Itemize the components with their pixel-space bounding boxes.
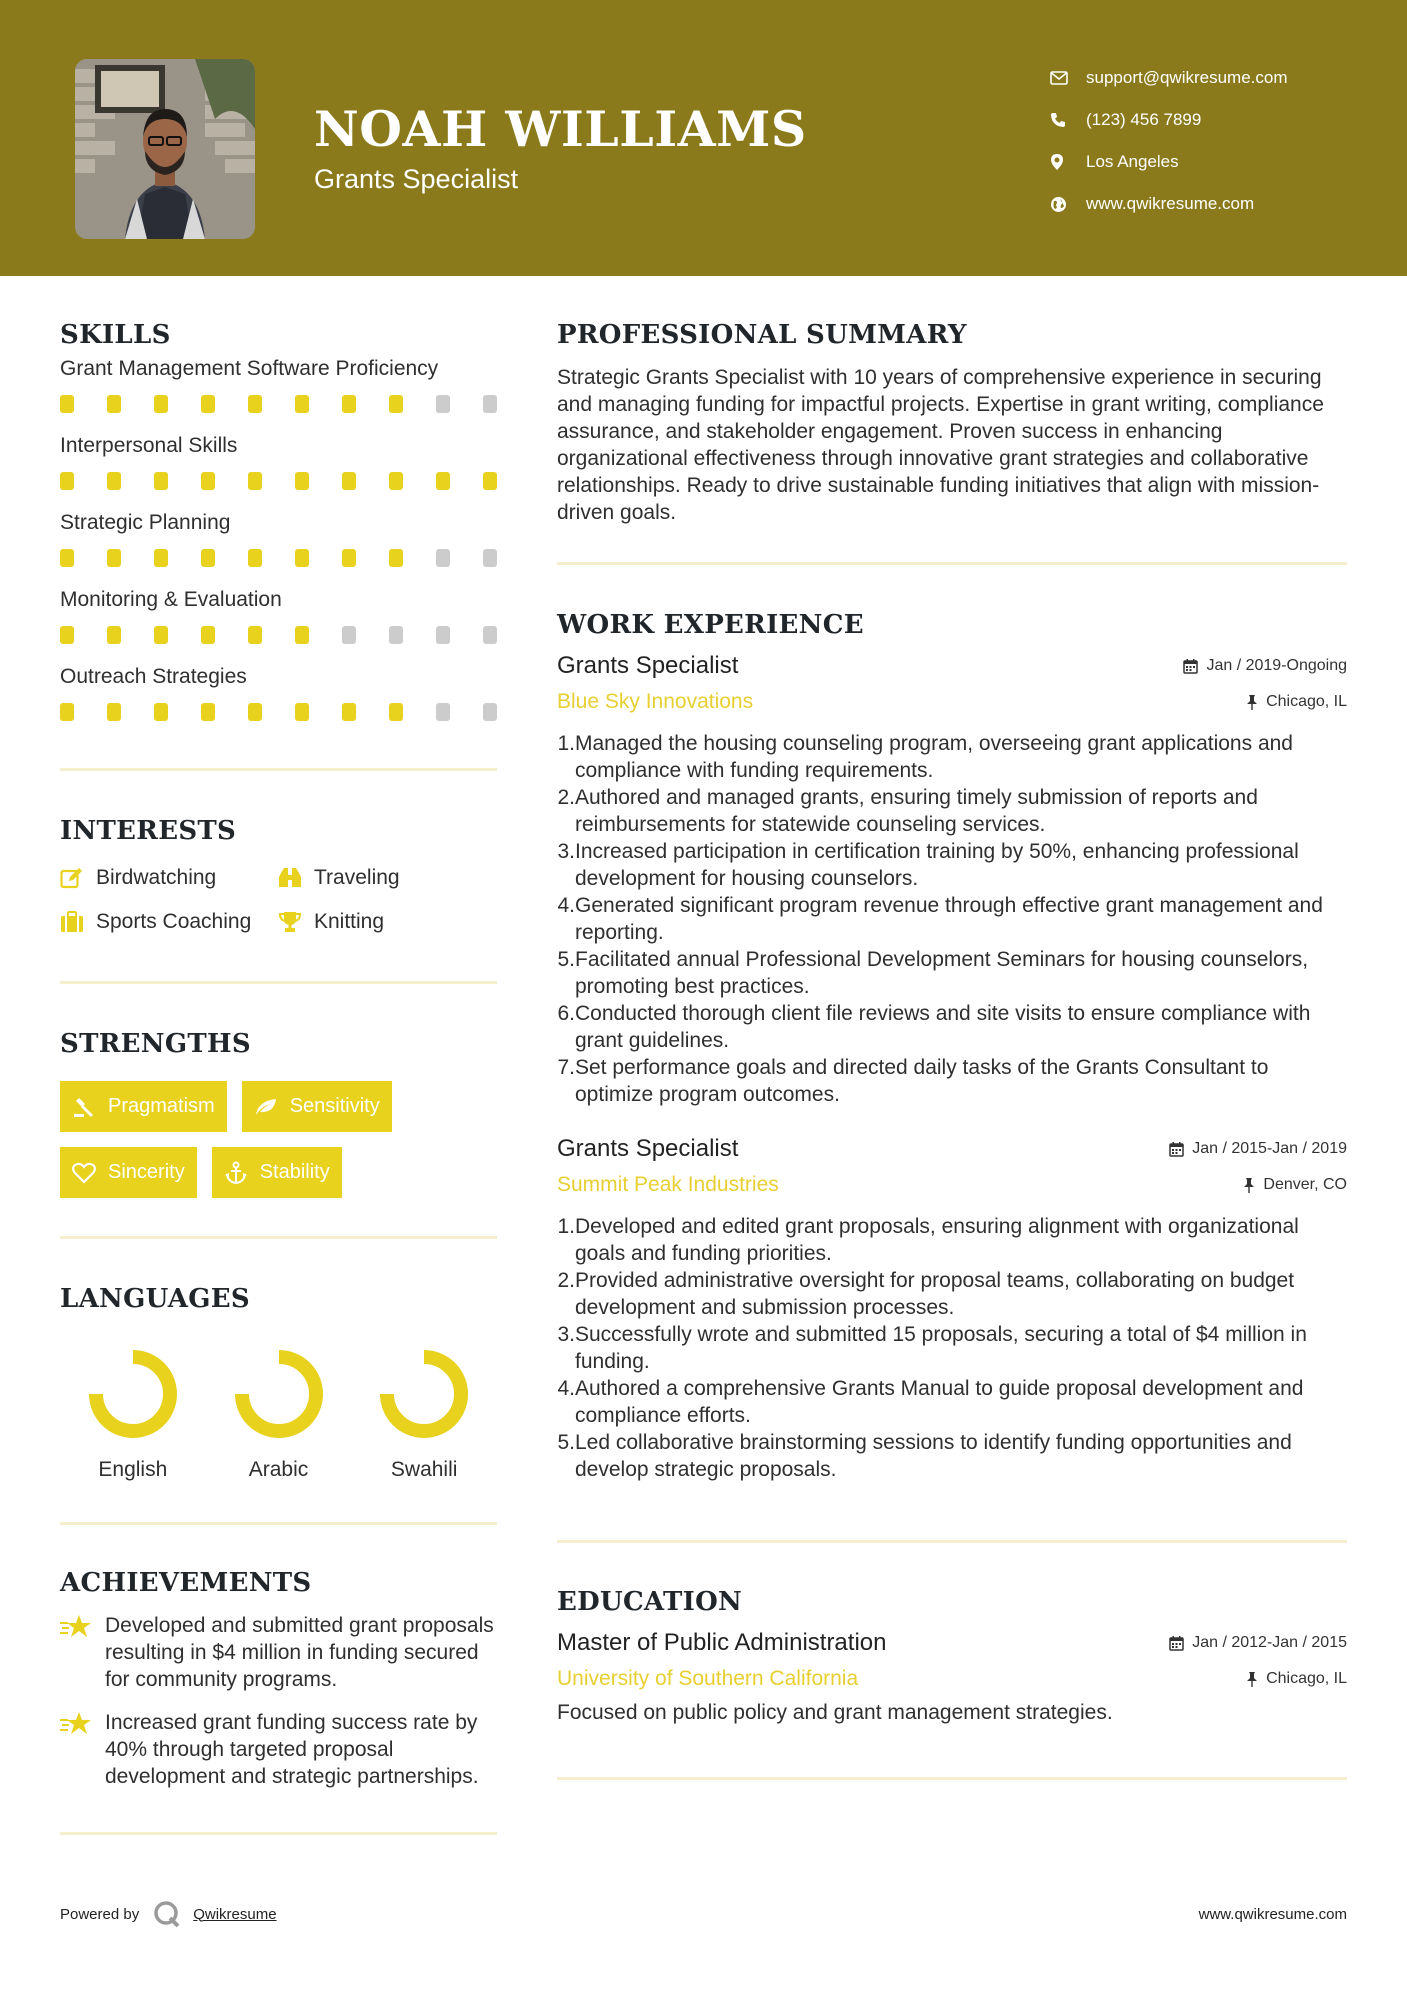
calendar-icon [1183,658,1198,674]
contact-website-text: www.qwikresume.com [1086,194,1255,213]
achievement-text: Increased grant funding success rate by 40% through targeted proposal development and strategic partnerships. [105,1711,479,1788]
interest-item [278,908,497,936]
right-column [557,320,1347,1780]
language-name: Swahili [390,1458,458,1481]
skill-rating-dot [436,703,450,721]
degree-name: Master of Public Administration [557,1629,887,1656]
pushpin-icon [1246,1671,1258,1687]
interest-item [60,864,278,892]
profile-photo [75,59,255,239]
job-bullet [557,892,1347,946]
job-entry [557,652,1347,1108]
skill-rating-dot [60,626,74,644]
skill-name: Grant Management Software Proficiency [60,357,439,380]
envelope-icon [1050,68,1086,88]
strengths-title: STRENGTHS [60,1029,251,1059]
education-location [1246,1670,1347,1688]
job-bullet [557,838,1347,892]
footer [60,1900,1347,1928]
skill-rating-dot [107,626,121,644]
star-icon [60,1612,105,1693]
skill-name: Monitoring & Evaluation [60,588,282,611]
bullet-number: 4. [557,1377,575,1400]
divider [60,1832,497,1835]
skill-rating [60,626,497,644]
contact-location [1050,141,1390,183]
skill-rating [60,472,497,490]
job-bullets [557,730,1347,1108]
globe-icon [1050,194,1086,214]
bullet-text: Facilitated annual Professional Development Seminars for housing counselors, promoting best practices. [575,948,1309,998]
skill-rating-dot [483,395,497,413]
divider [60,1236,497,1239]
skill-rating-dot [107,549,121,567]
bullet-text: Successfully wrote and submitted 15 proposals, securing a total of $4 million in funding. [575,1323,1307,1373]
bullet-text: Developed and edited grant proposals, ensuring alignment with organizational goals and funding priorities. [575,1215,1299,1265]
calendar-icon [1169,1141,1184,1157]
bullet-number: 6. [557,1002,575,1025]
bullet-number: 1. [557,1215,575,1238]
job-header [557,652,1347,680]
summary-text: Strategic Grants Specialist with 10 years of comprehensive experience in securing and managing funding for impactful projects. Expertise in grant writing, compliance assurance, and stakeholder engagement. Proven success in enhancing organizational effectiveness through innovative grant strategies and collaborative relationships. Ready to drive sustainable funding initiatives that align with mission-driven goals. [557,366,1324,524]
skill-rating-dot [483,626,497,644]
job-date [1183,657,1347,675]
skill-name: Interpersonal Skills [60,434,238,457]
skill-rating-dot [483,549,497,567]
skill-rating-dot [295,472,309,490]
skill-rating-dot [436,395,450,413]
bullet-number: 3. [557,1323,575,1346]
divider [60,981,497,984]
contact-list [1050,57,1390,225]
skill-rating-dot [201,626,215,644]
job-date-text: Jan / 2015-Jan / 2019 [1192,1140,1347,1157]
skill-item [60,664,497,721]
divider [557,1540,1347,1543]
bullet-text: Generated significant program revenue through effective grant management and reporting. [575,894,1323,944]
school-name: University of Southern California [557,1667,859,1690]
divider [60,768,497,771]
education-section [557,1587,1347,1726]
job-header [557,1135,1347,1163]
language-name: English [98,1458,168,1481]
strength-badge [242,1081,392,1132]
skill-rating-dot [107,703,121,721]
skill-rating-dot [248,626,262,644]
job-bullets [557,1213,1347,1483]
skill-rating-dot [436,549,450,567]
job-location-text: Chicago, IL [1266,693,1347,710]
skills-list [60,356,497,721]
gavel-icon [72,1096,108,1118]
bullet-text: Increased participation in certification training by 50%, enhancing professional development for housing counselors. [575,840,1299,890]
strengths-list [60,1081,497,1198]
education-title: EDUCATION [557,1587,743,1617]
skill-rating-dot [248,549,262,567]
job-bullet [557,1000,1347,1054]
skill-rating-dot [342,549,356,567]
heart-icon [72,1162,108,1184]
skill-rating-dot [154,626,168,644]
achievement-item [60,1612,497,1693]
interest-label: Knitting [314,910,385,933]
bullet-number: 4. [557,894,575,917]
trophy-icon [278,911,314,933]
skill-rating-dot [342,472,356,490]
skill-rating-dot [60,395,74,413]
skill-rating-dot [201,549,215,567]
skill-rating-dot [60,703,74,721]
language-item [351,1344,497,1482]
languages-title: LANGUAGES [60,1284,250,1314]
languages-section [60,1284,497,1482]
summary-section [557,320,1347,526]
skill-rating-dot [154,549,168,567]
language-level-ring [83,1344,183,1444]
interests-section [60,816,497,936]
skill-rating-dot [342,395,356,413]
achievements-section [60,1568,497,1790]
skill-item [60,433,497,490]
job-subheader [557,690,1347,714]
skill-rating-dot [107,472,121,490]
language-level-ring [374,1344,474,1444]
experience-title: WORK EXPERIENCE [557,610,864,640]
skill-rating-dot [342,626,356,644]
skill-rating-dot [389,395,403,413]
skill-rating-dot [483,703,497,721]
bullet-text: Authored and managed grants, ensuring timely submission of reports and reimbursements for statewide counseling services. [575,786,1258,836]
experience-section [557,610,1347,1483]
education-date-text: Jan / 2012-Jan / 2015 [1192,1634,1347,1651]
bullet-number: 1. [557,732,575,755]
job-location-text: Denver, CO [1263,1176,1347,1193]
skill-rating-dot [201,703,215,721]
skill-name: Outreach Strategies [60,665,247,688]
job-title: Grants Specialist [557,652,739,679]
skill-rating-dot [60,549,74,567]
job-bullet [557,946,1347,1000]
skill-rating-dot [248,472,262,490]
skill-rating-dot [201,395,215,413]
summary-title: PROFESSIONAL SUMMARY [557,320,967,350]
company-name: Summit Peak Industries [557,1173,779,1196]
candidate-title: Grants Specialist [314,164,519,194]
bullet-number: 5. [557,948,575,971]
qwikresume-link[interactable]: Qwikresume [193,1905,277,1923]
bullet-text: Set performance goals and directed daily tasks of the Grants Consultant to optimize program outcomes. [575,1056,1269,1106]
contact-website[interactable] [1050,183,1390,225]
job-bullet [557,730,1347,784]
job-date [1169,1140,1347,1158]
pushpin-icon [1243,1177,1255,1193]
language-item [206,1344,352,1482]
candidate-name: NOAH WILLIAMS [314,100,807,158]
interests-title: INTERESTS [60,816,237,846]
skill-rating-dot [295,703,309,721]
leaf-icon [254,1097,290,1117]
powered-by-label: Powered by [60,1905,140,1923]
bullet-number: 3. [557,840,575,863]
education-header [557,1629,1347,1657]
strength-label: Pragmatism [108,1095,215,1117]
skill-rating-dot [295,626,309,644]
skill-rating-dot [295,549,309,567]
skill-rating-dot [483,472,497,490]
star-icon [60,1709,105,1790]
skill-rating-dot [154,395,168,413]
phone-icon [1050,110,1086,130]
skills-section [60,320,497,721]
skill-rating-dot [60,472,74,490]
skill-rating-dot [389,472,403,490]
contact-phone-text: (123) 456 7899 [1086,110,1202,129]
strength-badge [212,1147,342,1198]
job-bullet [557,784,1347,838]
bullet-number: 5. [557,1431,575,1454]
skill-name: Strategic Planning [60,511,231,534]
bullet-number: 7. [557,1056,575,1079]
job-subheader [557,1173,1347,1197]
strength-badge [60,1147,197,1198]
achievement-item [60,1709,497,1790]
skill-item [60,510,497,567]
education-location-text: Chicago, IL [1266,1670,1347,1687]
interest-label: Sports Coaching [96,910,252,933]
resume-header [0,0,1407,276]
divider [557,1777,1347,1780]
strengths-section [60,1029,497,1198]
job-location [1246,693,1347,711]
bullet-text: Conducted thorough client file reviews and site visits to ensure compliance with grant guidelines. [575,1002,1311,1052]
job-bullet [557,1054,1347,1108]
job-entry [557,1135,1347,1483]
company-name: Blue Sky Innovations [557,690,754,713]
pushpin-icon [1246,694,1258,710]
contact-phone[interactable] [1050,99,1390,141]
skill-rating [60,703,497,721]
skills-title: SKILLS [60,320,171,350]
skill-rating-dot [248,395,262,413]
skill-rating [60,395,497,413]
skill-rating-dot [389,626,403,644]
achievement-text: Developed and submitted grant proposals resulting in $4 million in funding secured for community programs. [105,1614,494,1691]
education-subheader [557,1667,1347,1691]
strength-label: Sincerity [108,1161,185,1183]
job-bullet [557,1375,1347,1429]
language-name: Arabic [248,1458,309,1481]
job-bullet [557,1429,1347,1483]
skill-rating-dot [436,472,450,490]
divider [557,562,1347,565]
job-bullet [557,1213,1347,1267]
job-title: Grants Specialist [557,1135,739,1162]
anchor-icon [224,1161,260,1185]
skill-rating-dot [107,395,121,413]
bullet-number: 2. [557,1269,575,1292]
bullet-text: Provided administrative oversight for proposal teams, collaborating on budget development and submission processes. [575,1269,1295,1319]
contact-email-text: support@qwikresume.com [1086,68,1288,87]
achievements-title: ACHIEVEMENTS [60,1568,312,1598]
language-item [60,1344,206,1482]
briefcase-icon [60,911,96,933]
job-bullet [557,1267,1347,1321]
contact-location-text: Los Angeles [1086,152,1179,171]
footer-url[interactable]: www.qwikresume.com [1198,1905,1347,1923]
education-description: Focused on public policy and grant management strategies. [557,1701,1113,1724]
skill-item [60,356,497,413]
job-date-text: Jan / 2019-Ongoing [1206,657,1347,674]
skill-rating-dot [201,472,215,490]
languages-list [60,1344,497,1482]
education-date [1169,1634,1347,1652]
skill-rating-dot [154,472,168,490]
calendar-icon [1169,1635,1184,1651]
bullet-text: Led collaborative brainstorming sessions to identify funding opportunities and develop strategic proposals. [575,1431,1292,1481]
skill-item [60,587,497,644]
interest-label: Traveling [314,866,400,889]
qwikresume-logo-icon [153,1900,181,1928]
bullet-number: 2. [557,786,575,809]
interest-item [60,908,278,936]
powered-by [60,1900,277,1928]
skill-rating-dot [248,703,262,721]
bullet-text: Authored a comprehensive Grants Manual to guide proposal development and compliance efforts. [575,1377,1304,1427]
interests-list [60,864,497,936]
skill-rating-dot [295,395,309,413]
skill-rating-dot [342,703,356,721]
job-bullet [557,1321,1347,1375]
map-marker-icon [1050,152,1086,172]
language-level-ring [229,1344,329,1444]
bullet-text: Managed the housing counseling program, overseeing grant applications and compliance with funding requirements. [575,732,1293,782]
left-column [60,320,497,1835]
interest-label: Birdwatching [96,866,217,889]
strength-label: Stability [259,1161,330,1183]
pencil-square-icon [60,867,96,889]
skill-rating-dot [154,703,168,721]
binoculars-icon [278,867,314,889]
strength-label: Sensitivity [289,1095,380,1117]
job-location [1243,1176,1347,1194]
contact-email[interactable] [1050,57,1390,99]
skill-rating-dot [436,626,450,644]
skill-rating-dot [389,703,403,721]
interest-item [278,864,497,892]
skill-rating [60,549,497,567]
divider [60,1522,497,1525]
skill-rating-dot [389,549,403,567]
strength-badge [60,1081,227,1132]
